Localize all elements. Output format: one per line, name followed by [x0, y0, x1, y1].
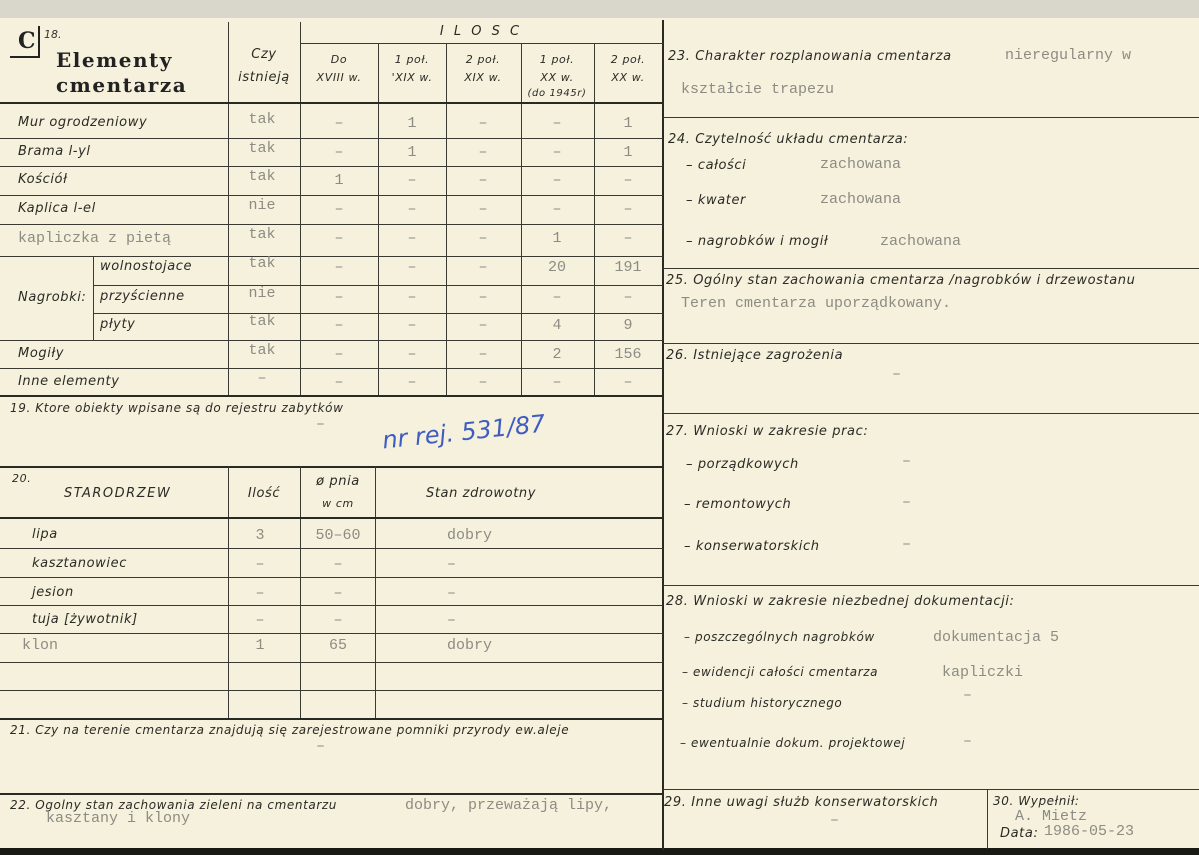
section24-item-value: zachowana	[820, 191, 902, 208]
divider-line	[662, 20, 664, 850]
section27-label: 27. Wnioski w zakresie prac:	[666, 424, 869, 439]
section23-label: 23. Charakter rozplanowania cmentarza	[668, 49, 952, 64]
row-label: wolnostojace	[100, 259, 193, 274]
divider-line	[521, 43, 522, 395]
section-title-line2: cmentarza	[56, 73, 188, 97]
section26-value: –	[892, 366, 902, 383]
quantity-value: 1	[552, 230, 562, 247]
quantity-value: –	[552, 172, 562, 189]
row-label: Kościół	[18, 172, 68, 187]
quantity-value: –	[334, 201, 344, 218]
tree-health: –	[447, 612, 457, 629]
divider-line	[663, 789, 1199, 790]
quantity-value: –	[478, 374, 488, 391]
row-label: Kaplica l-el	[18, 201, 96, 216]
quantity-value: 1	[407, 144, 417, 161]
divider-line	[0, 718, 663, 720]
handwritten-registry-number: nr rej. 531/87	[380, 409, 547, 455]
divider-line	[0, 368, 663, 369]
period-header: 1 poł.	[539, 53, 575, 66]
quantity-value: 1	[623, 144, 633, 161]
quantity-value: –	[478, 346, 488, 363]
period-header: 2 poł.	[610, 53, 646, 66]
quantity-value: –	[478, 201, 488, 218]
row-label: Brama l-yl	[18, 144, 91, 159]
tree-health: –	[447, 585, 457, 602]
divider-line	[663, 117, 1199, 118]
exists-value: tak	[248, 111, 276, 128]
row-label: płyty	[100, 317, 136, 332]
period-header: XX w.	[611, 71, 645, 84]
divider-line	[663, 413, 1199, 414]
tree-count: 3	[255, 527, 265, 544]
period-header: 1 poł.	[394, 53, 430, 66]
divider-line	[0, 102, 663, 104]
tree-health: dobry	[447, 527, 493, 544]
divider-line	[300, 43, 663, 44]
divider-line	[0, 195, 663, 196]
divider-line	[0, 166, 663, 167]
tree-name: klon	[22, 637, 59, 654]
quantity-value: –	[478, 230, 488, 247]
tree-count: –	[255, 612, 265, 629]
quantity-value: –	[407, 317, 417, 334]
quantity-value: –	[478, 317, 488, 334]
quantity-value: 191	[614, 259, 642, 276]
divider-line	[0, 662, 663, 663]
exists-value: tak	[248, 140, 276, 157]
section27-item-label: – remontowych	[684, 497, 792, 512]
quantity-value: –	[478, 144, 488, 161]
nagrobki-label: Nagrobki:	[18, 290, 87, 305]
divider-line	[987, 789, 988, 849]
quantity-value: 20	[547, 259, 567, 276]
divider-line	[378, 43, 379, 395]
section27-item-value: –	[902, 536, 912, 553]
tree-name: jesion	[32, 585, 74, 600]
quantity-value: –	[334, 230, 344, 247]
header-count: Ilość	[247, 486, 281, 501]
divider-line	[93, 285, 663, 286]
section21-value: –	[316, 738, 326, 755]
exists-value: tak	[248, 226, 276, 243]
section23-value-line1: nieregularny w	[1005, 47, 1132, 64]
section28-item-label: – studium historycznego	[682, 696, 843, 710]
quantity-value: –	[407, 259, 417, 276]
period-header: XX w.	[540, 71, 574, 84]
section24-item-value: zachowana	[880, 233, 962, 250]
quantity-value: –	[334, 374, 344, 391]
tree-name: kasztanowiec	[32, 556, 127, 571]
exists-value: nie	[248, 197, 276, 214]
quantity-value: –	[407, 346, 417, 363]
exists-header-line2: istnieją	[238, 70, 290, 85]
section27-item-label: – porządkowych	[686, 457, 799, 472]
section23-value-line2: kształcie trapezu	[681, 81, 835, 98]
exists-value: nie	[248, 285, 276, 302]
row-label: Mur ogrodzeniowy	[18, 115, 148, 130]
divider-line	[594, 43, 595, 395]
divider-line	[0, 466, 663, 468]
quantity-value: –	[552, 144, 562, 161]
tree-diameter: 65	[328, 637, 348, 654]
section29-value: –	[830, 812, 840, 829]
quantity-value: –	[552, 115, 562, 132]
divider-line	[0, 577, 663, 578]
divider-line	[0, 138, 663, 139]
section19-label: 19. Ktore obiekty wpisane są do rejestru zabytków	[10, 401, 344, 415]
divider-line	[663, 268, 1199, 269]
quantity-value: –	[407, 230, 417, 247]
section28-item-label: – poszczególnych nagrobków	[684, 630, 875, 644]
header-diameter-unit: w cm	[322, 497, 354, 510]
header-diameter: ø pnia	[316, 474, 360, 489]
section28-item-label: – ewidencji całości cmentarza	[682, 665, 879, 679]
period-header: 'XIX w.	[391, 71, 433, 84]
period-header: XVIII w.	[316, 71, 362, 84]
quantity-value: –	[623, 230, 633, 247]
period-header: XIX w.	[464, 71, 502, 84]
section24-item-label: – kwater	[686, 193, 746, 208]
period-header: Do	[330, 53, 348, 66]
quantity-value: –	[334, 289, 344, 306]
divider-line	[0, 605, 663, 606]
divider-line	[93, 256, 94, 340]
filled-by-name: A. Mietz	[1015, 808, 1088, 825]
period-header: (do 1945r)	[527, 88, 587, 99]
divider-line	[375, 466, 376, 718]
tree-health: dobry	[447, 637, 493, 654]
quantity-value: 9	[623, 317, 633, 334]
quantity-value: –	[552, 289, 562, 306]
quantity-value: –	[623, 374, 633, 391]
exists-value: tak	[248, 313, 276, 330]
row-label: kapliczka z pietą	[18, 230, 172, 247]
exists-value: –	[257, 370, 267, 387]
tree-diameter: 50–60	[315, 527, 361, 544]
quantity-value: –	[623, 201, 633, 218]
section22-label: 22. Ogolny stan zachowania zieleni na cmentarzu	[10, 798, 337, 812]
section24-label: 24. Czytelność układu cmentarza:	[668, 132, 909, 147]
quantity-header: I L O S C	[439, 24, 523, 39]
row-label: Inne elementy	[18, 374, 120, 389]
tree-health: –	[447, 556, 457, 573]
divider-line	[0, 340, 663, 341]
quantity-value: –	[407, 201, 417, 218]
quantity-value: –	[478, 259, 488, 276]
section-title-line1: Elementy	[56, 48, 173, 72]
section28-item-value: –	[963, 733, 973, 750]
section19-value: –	[316, 416, 326, 433]
row-label: Mogiły	[18, 346, 65, 361]
section25-label: 25. Ogólny stan zachowania cmentarza /nagrobków i drzewostanu	[666, 273, 1136, 288]
divider-line	[93, 313, 663, 314]
section24-item-value: zachowana	[820, 156, 902, 173]
divider-line	[0, 633, 663, 634]
quantity-value: –	[334, 144, 344, 161]
quantity-value: –	[334, 115, 344, 132]
divider-line	[0, 395, 663, 397]
divider-line	[0, 517, 663, 519]
quantity-value: 2	[552, 346, 562, 363]
date-value: 1986-05-23	[1044, 823, 1135, 840]
divider-line	[446, 43, 447, 395]
tree-count: –	[255, 585, 265, 602]
section28-item-value: –	[963, 687, 973, 704]
tree-diameter: –	[333, 556, 343, 573]
tree-name: tuja [żywotnik]	[32, 612, 138, 627]
quantity-value: –	[478, 115, 488, 132]
section27-item-label: – konserwatorskich	[684, 539, 820, 554]
quantity-value: –	[552, 374, 562, 391]
section24-item-label: – całości	[686, 158, 747, 173]
section28-label: 28. Wnioski w zakresie niezbednej dokumentacji:	[666, 594, 1015, 609]
section25-value: Teren cmentarza uporządkowany.	[681, 295, 952, 312]
section27-item-value: –	[902, 494, 912, 511]
section29-label: 29. Inne uwagi służb konserwatorskich	[664, 795, 939, 810]
card-edge-shadow	[0, 848, 1199, 855]
divider-line	[663, 343, 1199, 344]
quantity-value: –	[334, 317, 344, 334]
quantity-value: 156	[614, 346, 642, 363]
quantity-value: 4	[552, 317, 562, 334]
quantity-value: 1	[407, 115, 417, 132]
section-letter-box	[10, 26, 40, 58]
quantity-value: –	[334, 346, 344, 363]
divider-line	[0, 224, 663, 225]
exists-header-line1: Czy	[251, 47, 277, 62]
quantity-value: –	[623, 172, 633, 189]
header-starodrzew: STARODRZEW	[64, 486, 172, 501]
period-header: 2 poł.	[465, 53, 501, 66]
section28-item-label: – ewentualnie dokum. projektowej	[680, 736, 906, 750]
section20-number: 20.	[12, 472, 32, 485]
quantity-value: –	[334, 259, 344, 276]
divider-line	[0, 256, 663, 257]
tree-count: –	[255, 556, 265, 573]
divider-line	[0, 548, 663, 549]
divider-line	[0, 690, 663, 691]
exists-value: tak	[248, 255, 276, 272]
section24-item-label: – nagrobków i mogił	[686, 234, 829, 249]
section28-item-value: dokumentacja 5	[933, 629, 1060, 646]
section28-item-value: kapliczki	[942, 664, 1024, 681]
exists-value: tak	[248, 342, 276, 359]
quantity-value: 1	[623, 115, 633, 132]
section-number: 18.	[44, 28, 62, 41]
tree-diameter: –	[333, 612, 343, 629]
quantity-value: –	[478, 172, 488, 189]
section21-label: 21. Czy na terenie cmentarza znajdują się zarejestrowane pomniki przyrody ew.aleje	[10, 723, 570, 737]
quantity-value: –	[478, 289, 488, 306]
section30-label: 30. Wypełnił:	[993, 794, 1080, 808]
date-label: Data:	[1000, 826, 1039, 841]
quantity-value: –	[407, 289, 417, 306]
divider-line	[228, 466, 229, 718]
tree-diameter: –	[333, 585, 343, 602]
section26-label: 26. Istniejące zagrożenia	[666, 348, 844, 363]
quantity-value: –	[407, 172, 417, 189]
section22-value-line2: kasztany i klony	[46, 810, 191, 827]
section-letter: C	[18, 28, 38, 54]
row-label: przyścienne	[100, 289, 185, 304]
header-health: Stan zdrowotny	[425, 486, 537, 501]
quantity-value: 1	[334, 172, 344, 189]
exists-value: tak	[248, 168, 276, 185]
quantity-value: –	[552, 201, 562, 218]
section22-value-line1: dobry, przeważają lipy,	[405, 797, 613, 814]
tree-count: 1	[255, 637, 265, 654]
divider-line	[0, 793, 663, 795]
divider-line	[663, 585, 1199, 586]
tree-name: lipa	[32, 527, 58, 542]
quantity-value: –	[407, 374, 417, 391]
section27-item-value: –	[902, 453, 912, 470]
quantity-value: –	[623, 289, 633, 306]
divider-line	[300, 466, 301, 718]
